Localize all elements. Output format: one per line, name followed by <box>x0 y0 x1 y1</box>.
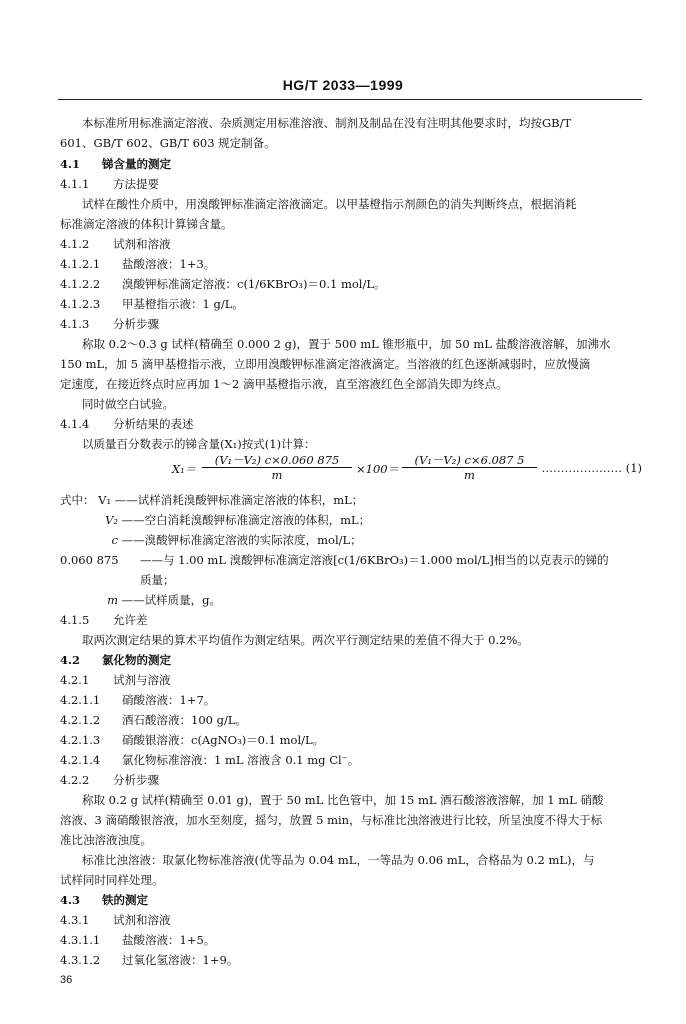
section-number: 4.3 <box>60 893 81 907</box>
section-4-2-2 <box>60 773 159 787</box>
where-row <box>60 513 370 527</box>
section-number: 4.1 <box>60 157 81 171</box>
section-4-1 <box>60 157 171 171</box>
paragraph-line: 准比浊溶液浊度。 <box>60 833 152 847</box>
section-number: 4.1.1 <box>60 177 90 191</box>
section-number: 4.3.1.2 <box>60 953 101 967</box>
section-number: 4.2.1.2 <box>60 713 101 727</box>
where-description: ——与 1.00 mL 溴酸钾标准滴定溶液[c(1/6KBrO₃)＝1.000 mol/L]相当的以克表示的锑的 <box>140 553 609 567</box>
equation-number: ………………… (1) <box>541 461 642 475</box>
section-title: 试剂和溶液 <box>113 237 171 251</box>
item-text: 硝酸银溶液：c(AgNO₃)＝0.1 mol/L。 <box>122 733 325 747</box>
where-row <box>60 533 362 547</box>
section-4-1-2-1 <box>60 257 215 271</box>
section-4-3-1 <box>60 913 171 927</box>
paragraph-line: 定速度，在接近终点时应再加 1～2 滴甲基橙指示液，直至溶液红色全部消失即为终点。 <box>60 377 508 391</box>
item-text: 氯化物标准溶液：1 mL 溶液含 0.1 mg Cl⁻。 <box>122 753 360 767</box>
section-4-2-1-1 <box>60 693 215 707</box>
section-number: 4.2.1 <box>60 673 90 687</box>
where-symbol: 0.060 875 <box>60 553 119 567</box>
where-symbol: m <box>107 593 118 607</box>
fraction-denominator: m <box>464 468 475 482</box>
section-title: 分析步骤 <box>113 773 159 787</box>
section-4-1-1 <box>60 177 159 191</box>
section-number: 4.1.4 <box>60 417 90 431</box>
paragraph-line: 试样在酸性介质中，用溴酸钾标准滴定溶液滴定。以甲基橙指示剂颜色的消失判断终点，根据消耗 <box>82 197 577 211</box>
section-number: 4.2.1.3 <box>60 733 101 747</box>
header-rule <box>58 99 642 100</box>
fraction-1 <box>202 453 352 482</box>
section-title: 锑含量的测定 <box>102 157 171 171</box>
section-4-2 <box>60 653 171 667</box>
section-number: 4.3.1 <box>60 913 90 927</box>
paragraph-line: 以质量百分数表示的锑含量(X₁)按式(1)计算： <box>82 437 316 451</box>
section-4-2-1-4 <box>60 753 359 767</box>
section-title: 铁的测定 <box>102 893 148 907</box>
paragraph-line: 150 mL，加 5 滴甲基橙指示液，立即用溴酸钾标准滴定溶液滴定。当溶液的红色逐渐减弱时，应放慢滴 <box>60 357 591 371</box>
section-title: 方法提要 <box>113 177 159 191</box>
standard-header: HG/T 2033—1999 <box>282 77 404 93</box>
section-4-1-2-2 <box>60 277 385 291</box>
formula-mid: ×100＝ <box>356 462 400 476</box>
where-description: ——试样质量，g。 <box>121 593 222 607</box>
where-row <box>60 493 363 507</box>
item-text: 盐酸溶液：1+5。 <box>122 933 216 947</box>
paragraph-line: 试样同时同样处理。 <box>60 873 164 887</box>
section-title: 氯化物的测定 <box>102 653 171 667</box>
where-symbol: 式中： V₁ <box>60 493 112 507</box>
section-4-1-5 <box>60 613 148 627</box>
section-4-3-1-2 <box>60 953 238 967</box>
paragraph-line: 称取 0.2 g 试样(精确至 0.01 g)，置于 50 mL 比色管中，加 15 mL 酒石酸溶液溶解，加 1 mL 硝酸 <box>82 793 604 807</box>
where-symbol: V₂ <box>105 513 118 527</box>
where-symbol: c <box>111 533 118 547</box>
section-number: 4.1.2 <box>60 237 90 251</box>
section-title: 试剂和溶液 <box>113 913 171 927</box>
section-title: 分析步骤 <box>113 317 159 331</box>
section-number: 4.2 <box>60 653 81 667</box>
where-description: ——空白消耗溴酸钾标准滴定溶液的体积，mL； <box>121 513 371 527</box>
section-number: 4.1.5 <box>60 613 90 627</box>
where-row <box>60 553 609 567</box>
where-row <box>60 593 221 607</box>
paragraph-line: 称取 0.2～0.3 g 试样(精确至 0.000 2 g)，置于 500 mL 锥形瓶中，加 50 mL 盐酸溶液溶解，加沸水 <box>82 337 611 351</box>
where-description: ——溴酸钾标准滴定溶液的实际浓度，mol/L； <box>121 533 362 547</box>
section-4-1-2 <box>60 237 171 251</box>
fraction-2 <box>402 453 537 482</box>
section-number: 4.2.1.1 <box>60 693 101 707</box>
section-number: 4.1.2.1 <box>60 257 101 271</box>
fraction-denominator: m <box>271 468 283 482</box>
item-text: 溴酸钾标准滴定溶液：c(1/6KBrO₃)＝0.1 mol/L。 <box>122 277 386 291</box>
formula-lhs: X₁＝ <box>172 462 197 476</box>
where-row-continued: 质量； <box>140 573 175 587</box>
where-description: ——试样消耗溴酸钾标准滴定溶液的体积，mL； <box>114 493 364 507</box>
section-4-2-1-2 <box>60 713 247 727</box>
section-4-2-1 <box>60 673 171 687</box>
section-number: 4.1.2.2 <box>60 277 101 291</box>
paragraph-line: 标准滴定溶液的体积计算锑含量。 <box>60 217 233 231</box>
item-text: 过氧化氢溶液：1+9。 <box>122 953 239 967</box>
section-number: 4.1.3 <box>60 317 90 331</box>
section-number: 4.3.1.1 <box>60 933 101 947</box>
section-number: 4.2.1.4 <box>60 753 101 767</box>
section-title: 分析结果的表述 <box>113 417 194 431</box>
section-4-1-2-3 <box>60 297 244 311</box>
section-number: 4.2.2 <box>60 773 90 787</box>
item-text: 甲基橙指示液：1 g/L。 <box>122 297 244 311</box>
fraction-numerator: (V₁－V₂) c×6.087 5 <box>402 453 537 468</box>
section-4-2-1-3 <box>60 733 324 747</box>
formula-1 <box>172 453 642 485</box>
intro-line-2: 601、GB/T 602、GB/T 603 规定制备。 <box>60 136 276 150</box>
section-4-1-3 <box>60 317 159 331</box>
paragraph-line: 同时做空白试验。 <box>82 397 174 411</box>
page-number: 36 <box>60 974 73 986</box>
section-4-3-1-1 <box>60 933 215 947</box>
section-title: 允许差 <box>113 613 148 627</box>
section-number: 4.1.2.3 <box>60 297 101 311</box>
paragraph-line: 溶液、3 滴硝酸银溶液，加水至刻度，摇匀，放置 5 min，与标准比浊溶液进行比较，所呈浊度不得大于标 <box>60 813 603 827</box>
fraction-numerator: (V₁－V₂) c×0.060 875 <box>202 453 352 468</box>
item-text: 硝酸溶液：1+7。 <box>122 693 216 707</box>
section-4-1-4 <box>60 417 194 431</box>
intro-line-1: 本标准所用标准滴定溶液、杂质测定用标准溶液、制剂及制品在没有注明其他要求时，均按GB/T <box>82 116 572 130</box>
item-text: 盐酸溶液：1+3。 <box>122 257 216 271</box>
paragraph-line: 标准比浊溶液：取氯化物标准溶液(优等品为 0.04 mL，一等品为 0.06 mL，合格品为 0.2 mL)，与 <box>82 853 595 867</box>
section-title: 试剂与溶液 <box>113 673 171 687</box>
section-4-3 <box>60 893 148 907</box>
item-text: 酒石酸溶液：100 g/L。 <box>122 713 247 727</box>
paragraph-line: 取两次测定结果的算术平均值作为测定结果。两次平行测定结果的差值不得大于 0.2%。 <box>82 633 529 647</box>
